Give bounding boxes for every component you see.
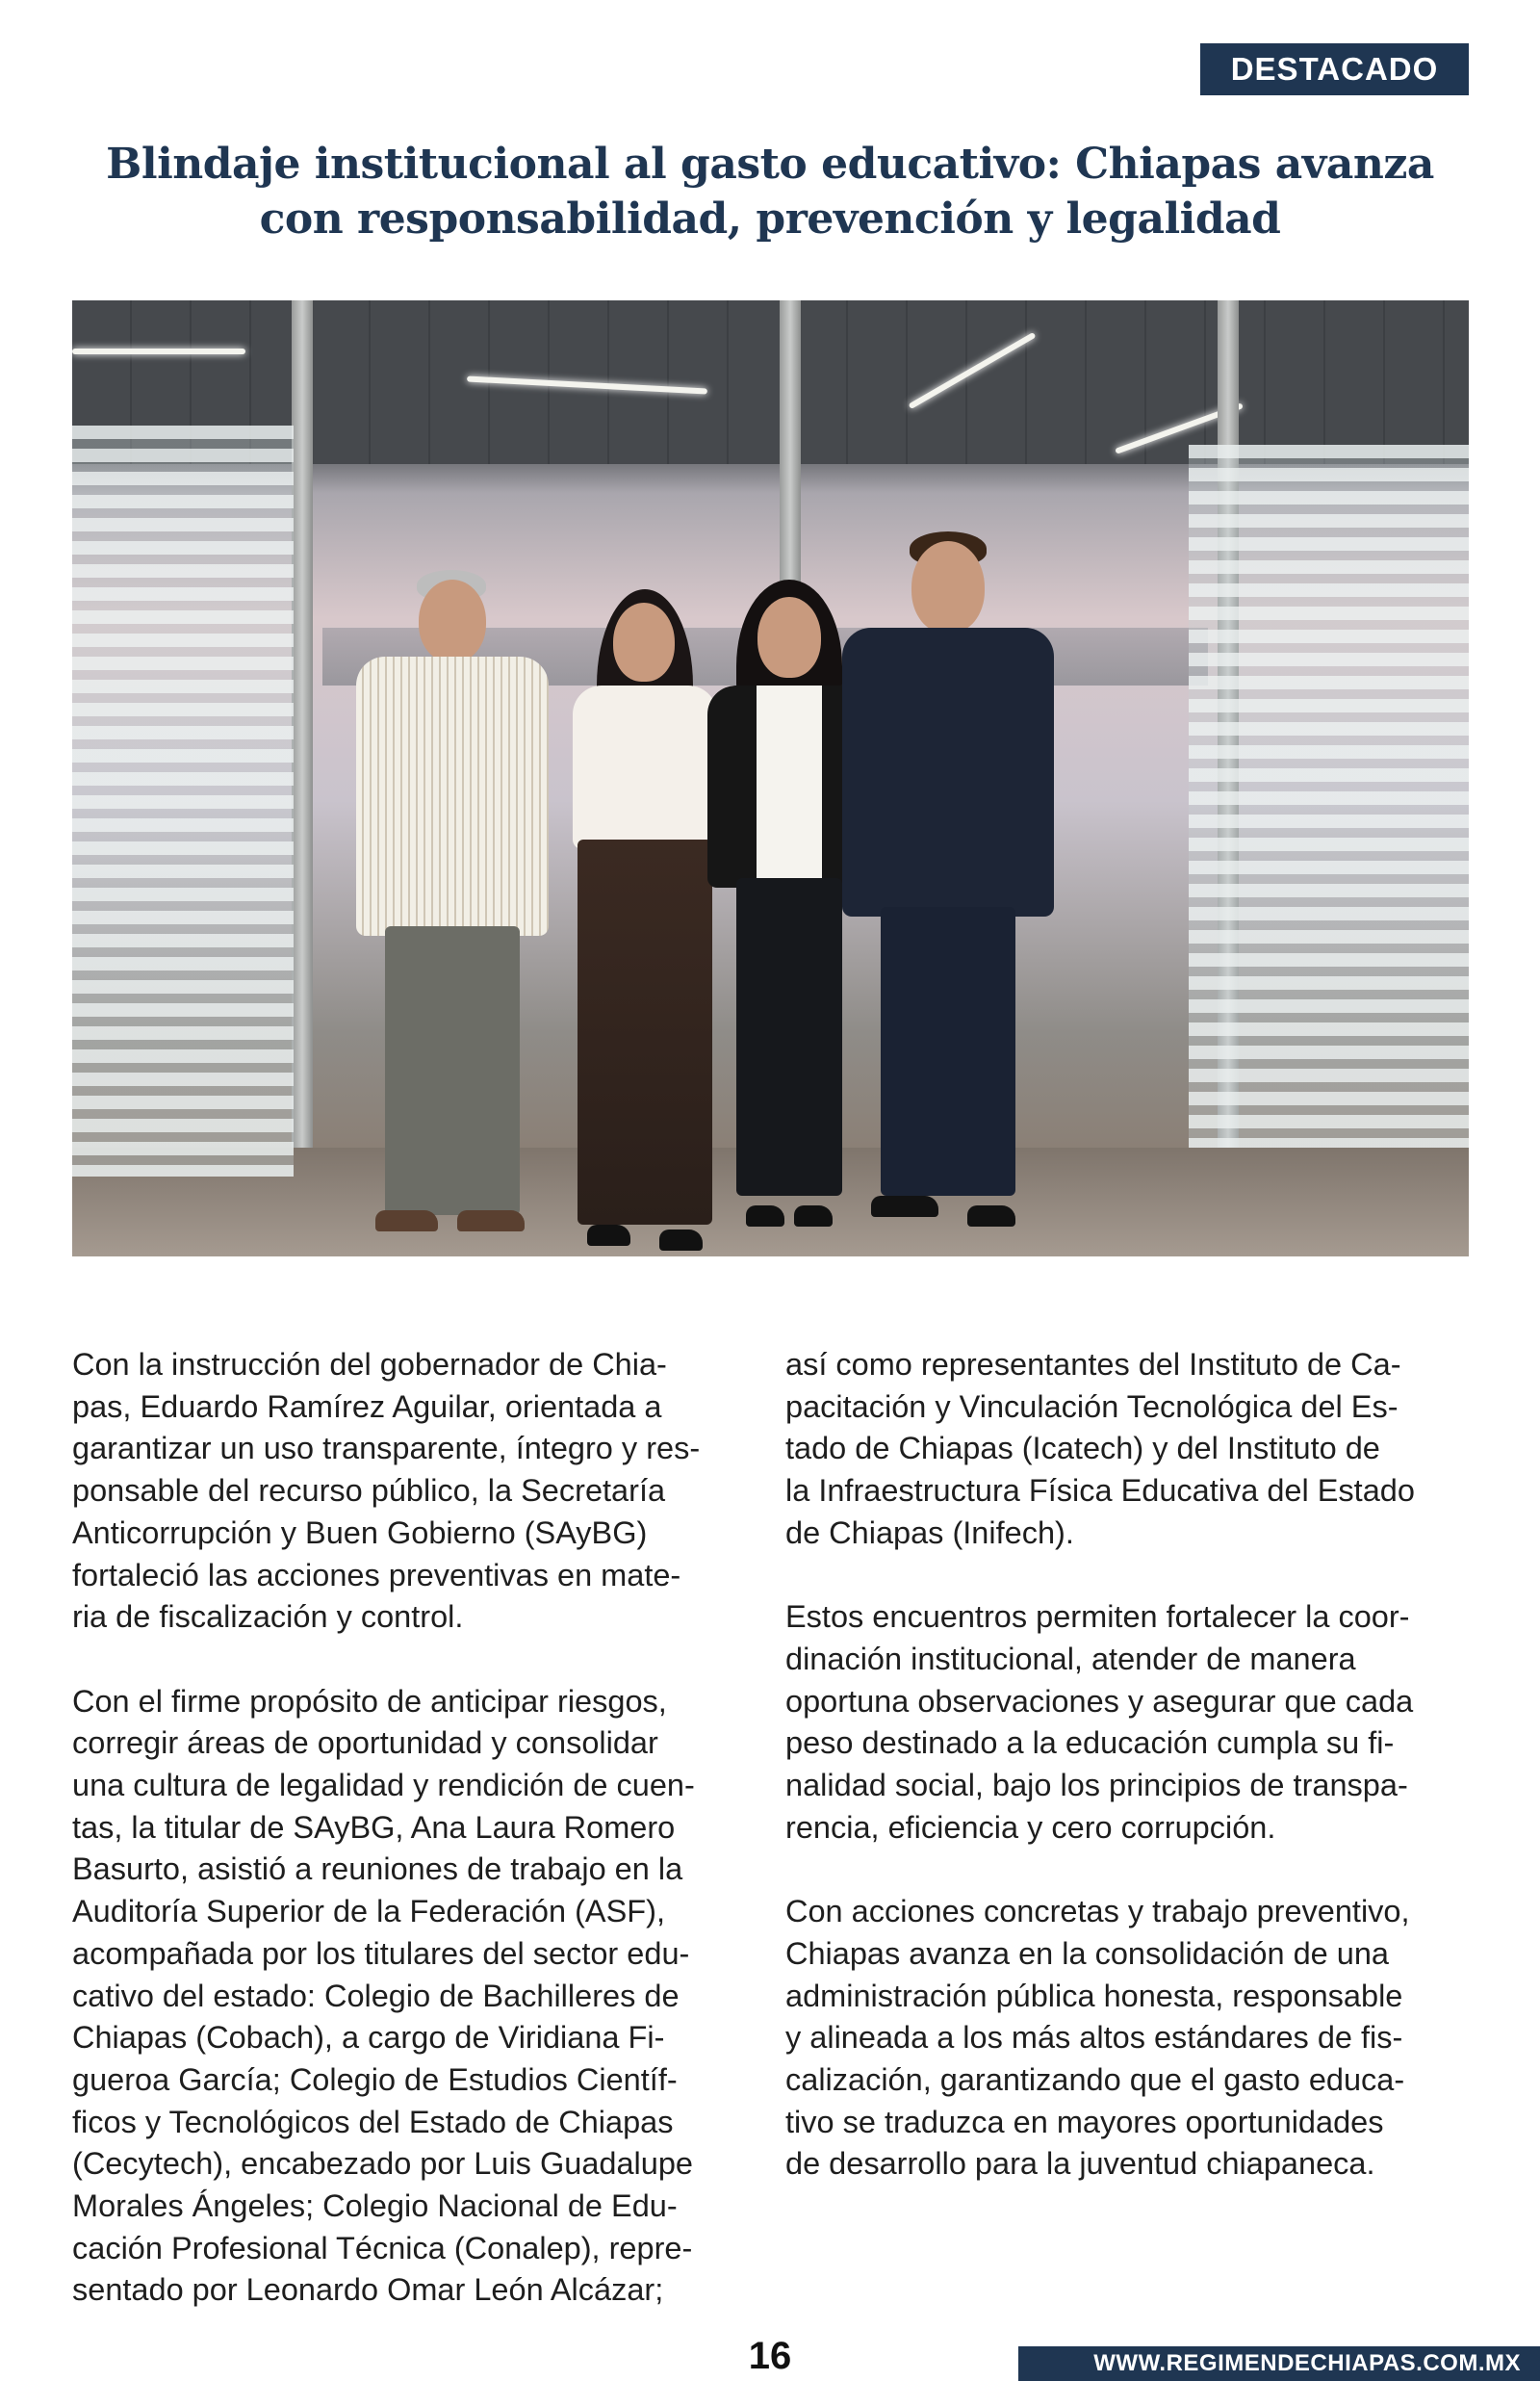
headline-line-2: con responsabilidad, prevención y legalidad <box>259 194 1281 244</box>
paragraph: Estos encuentros permiten fortalecer la coor- dinación institucional, atender de manera oportuna observaciones y asegurar que cada peso destinado a la educación cumpla su fi- nalidad social, bajo los principios de transpa- rencia, eficiencia y cero corrupción. <box>785 1599 1414 1845</box>
section-tag: DESTACADO <box>1200 43 1469 95</box>
ceiling-light <box>72 349 245 354</box>
window-frame <box>292 300 313 1167</box>
article-column-right <box>785 1344 1469 2228</box>
article-headline <box>72 137 1468 246</box>
article-column-left <box>72 1344 756 2354</box>
frosted-glass-left <box>72 426 294 1177</box>
website-url[interactable]: WWW.REGIMENDECHIAPAS.COM.MX <box>1018 2346 1540 2381</box>
frosted-glass-right <box>1189 445 1469 1148</box>
paragraph: Con el firme propósito de anticipar riesgos, corregir áreas de oportunidad y consolidar una cultura de legalidad y rendición de cuen- tas, la titular de SAyBG, Ana Laura Romero Basurto, asistió a reuniones de trabajo en la Auditoría Superior de la Federación (ASF), acompañada por los titulares del sector edu- cativo del estado: Colegio de Bachilleres de Chiapas (Cobach), a cargo de Viridiana Fi- gueroa García; Colegio de Estudios Científ- ficos y Tecnológicos del Estado de Chiapas (Cecytech), encabezado por Luis Guadalupe Morales Ángeles; Colegio Nacional de Edu- cación Profesional Técnica (Conalep), repre- sentado por Leonardo Omar León Alcázar; <box>72 1683 695 2308</box>
person-1 <box>342 570 563 1244</box>
paragraph: Con la instrucción del gobernador de Chia- pas, Eduardo Ramírez Aguilar, orientada a garantizar un uso transparente, íntegro y res- ponsable del recurso público, la Secretaría Anticorrupción y Buen Gobierno (SAyBG) fortaleció las acciones preventivas en mate- ria de fiscalización y control. <box>72 1347 701 1635</box>
page-number: 16 <box>748 2335 792 2377</box>
headline-line-1: Blindaje institucional al gasto educativo: Chiapas avanza <box>106 140 1434 189</box>
person-4 <box>833 531 1064 1244</box>
paragraph: así como representantes del Instituto de Ca- pacitación y Vinculación Tecnológica del Es- tado de Chiapas (Icatech) y del Instituto de la Infraestructura Física Educativa del Estado de Chiapas (Inifech). <box>785 1347 1415 1550</box>
paragraph: Con acciones concretas y trabajo preventivo, Chiapas avanza en la consolidación de una administración pública honesta, responsable y alineada a los más altos estándares de fis- calización, garantizando que el gasto educa- tivo se traduzca en mayores oportunidades de desarrollo para la juventud chiapaneca. <box>785 1894 1410 2182</box>
article-photo <box>72 300 1469 1256</box>
